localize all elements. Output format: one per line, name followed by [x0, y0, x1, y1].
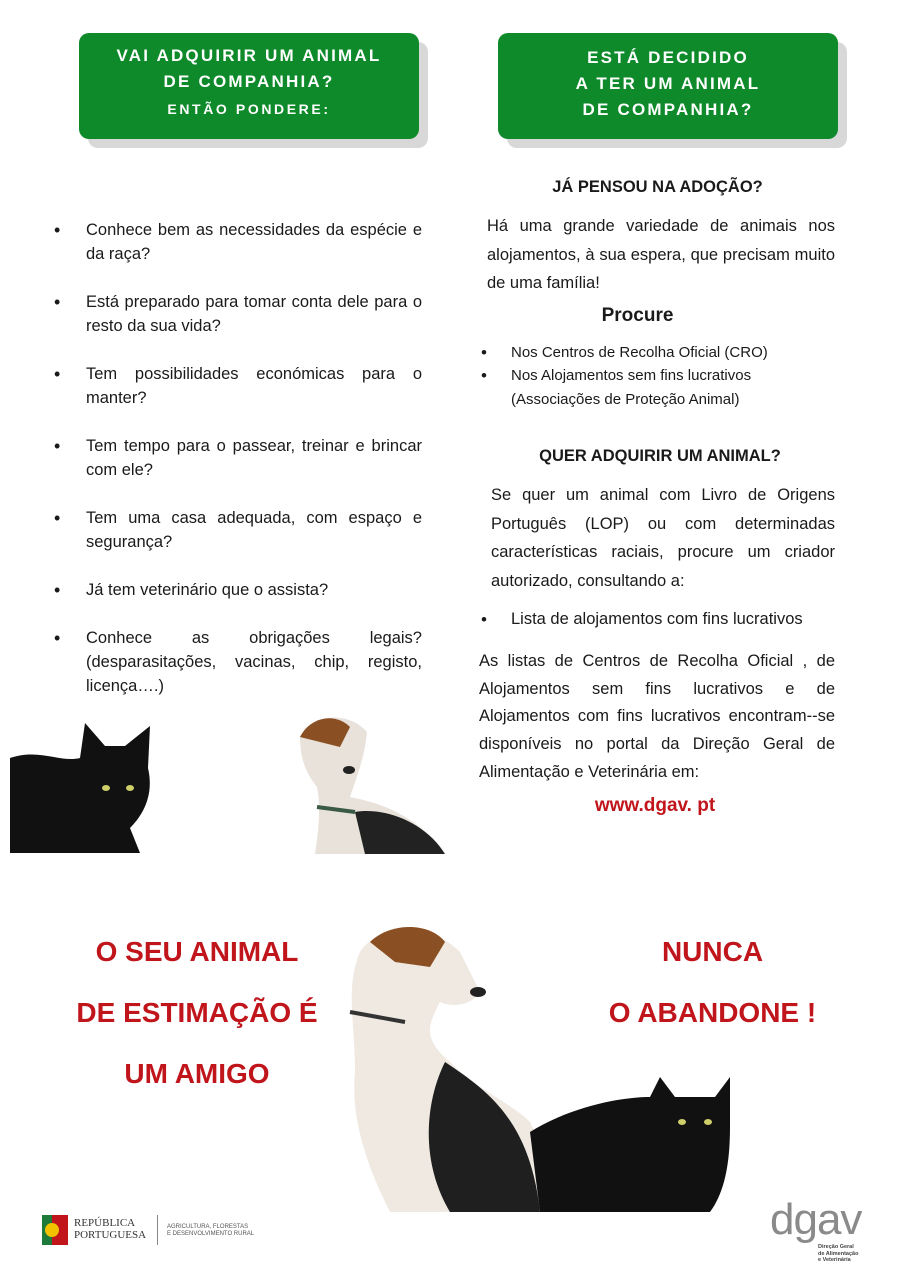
questions-list — [52, 218, 422, 722]
republica-portuguesa-logo — [42, 1215, 262, 1255]
acquire-list — [479, 608, 839, 631]
dog-image-small — [295, 712, 450, 854]
question-item: • Já tem veterinário que o assista? — [52, 578, 422, 602]
header-box-left — [79, 33, 419, 139]
adoption-list — [479, 341, 839, 387]
slogan-left-line3: UM AMIGO — [124, 1058, 270, 1089]
header-box-right — [498, 33, 838, 139]
slogan-right-line1: NUNCA — [661, 936, 764, 967]
adoption-heading: JÁ PENSOU NA ADOÇÃO? — [552, 178, 763, 196]
acquire-heading: QUER ADQUIRIR UM ANIMAL? — [539, 447, 781, 465]
question-item: • Tem tempo para o passear, treinar e brincar com ele? — [52, 434, 422, 482]
question-item: • Tem possibilidades económicas para o manter? — [52, 362, 422, 410]
box-right-line3: DE COMPANHIA? — [582, 100, 754, 119]
question-item: • Tem uma casa adequada, com espaço e segurança? — [52, 506, 422, 554]
box-right-line2: A TER UM ANIMAL — [575, 74, 761, 93]
box-left-line1: VAI ADQUIRIR UM ANIMAL — [116, 46, 382, 65]
box-right-line1: ESTÁ DECIDIDO — [587, 48, 749, 67]
logo-divider — [157, 1215, 158, 1245]
adoption-item-note: (Associações de Proteção Animal) — [511, 391, 740, 408]
portugal-emblem-icon — [42, 1215, 68, 1245]
adoption-text: Há uma grande variedade de animais nos alojamentos, à sua espera, que precisam muito de uma família! — [487, 217, 835, 292]
republica-line1: REPÚBLICA — [74, 1217, 136, 1229]
dgav-sub1: Direção Geral — [818, 1244, 854, 1250]
question-item: • Conhece bem as necessidades da espécie e da raça? — [52, 218, 422, 266]
dgav-sub3: e Veterinária — [818, 1257, 851, 1263]
procure-heading: Procure — [601, 305, 674, 326]
ministry-line1: AGRICULTURA, FLORESTAS — [167, 1224, 249, 1230]
slogan-left-line2: DE ESTIMAÇÃO É — [76, 997, 318, 1028]
republica-line2: PORTUGUESA — [74, 1229, 147, 1241]
adoption-item: • Nos Centros de Recolha Oficial (CRO) — [479, 341, 839, 364]
ministry-line2: E DESENVOLVIMENTO RURAL — [167, 1231, 255, 1237]
black-cat-image-small — [10, 718, 160, 858]
dgav-sub2: de Alimentação — [818, 1250, 859, 1257]
slogan-right-line2: O ABANDONE ! — [608, 997, 817, 1028]
slogan-left — [62, 921, 332, 1104]
dog-and-cat-image — [330, 922, 750, 1222]
dgav-logo — [770, 1195, 880, 1268]
dgav-logo-text: dgav — [770, 1195, 862, 1244]
question-item: • Conhece as obrigações legais? (desparasitações, vacinas, chip, registo, licença….) — [52, 626, 422, 698]
slogan-left-line1: O SEU ANIMAL — [95, 936, 299, 967]
dgav-url-link[interactable]: www.dgav. pt — [594, 795, 716, 816]
lists-text: As listas de Centros de Recolha Oficial , de Alojamentos sem fins lucrativos e de Alojamentos com fins lucrativos encontram--se disponíveis no portal da Direção Geral de Alimentação e Veterinária em: — [479, 652, 835, 781]
question-item: • Está preparado para tomar conta dele para o resto da sua vida? — [52, 290, 422, 338]
box-left-subline: ENTÃO PONDERE: — [167, 101, 331, 117]
adoption-item: • Nos Alojamentos sem fins lucrativos — [479, 364, 839, 387]
acquire-item: • Lista de alojamentos com fins lucrativos — [479, 608, 839, 631]
acquire-text: Se quer um animal com Livro de Origens Português (LOP) ou com determinadas características raciais, procure um criador autorizado, consultando a: — [491, 486, 835, 590]
box-left-line2: DE COMPANHIA? — [163, 72, 335, 91]
